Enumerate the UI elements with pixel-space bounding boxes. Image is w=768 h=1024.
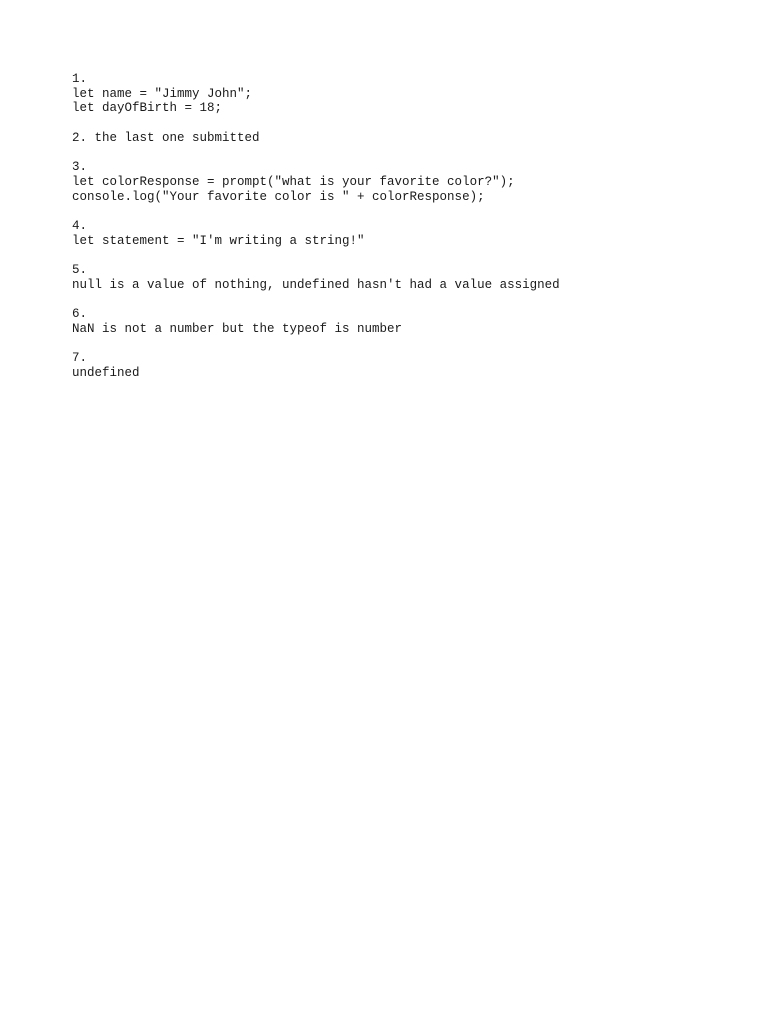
document-body (72, 72, 692, 395)
answer-number: 3. (72, 160, 88, 175)
code-line: let dayOfBirth = 18; (72, 101, 223, 116)
text-line: NaN is not a number but the typeof is number (72, 321, 403, 336)
answer-number: 2. the last one submitted (72, 130, 260, 145)
answer-4 (72, 219, 692, 248)
code-line: let colorResponse = prompt("what is your favorite color?"); (72, 174, 515, 189)
code-line: let statement = "I'm writing a string!" (72, 233, 365, 248)
answer-number: 6. (72, 307, 88, 322)
code-line: let name = "Jimmy John"; (72, 86, 253, 101)
code-line: console.log("Your favorite color is " + colorResponse); (72, 189, 485, 204)
answer-1 (72, 72, 692, 116)
answer-number: 5. (72, 263, 88, 278)
answer-number: 4. (72, 218, 88, 233)
answer-number: 7. (72, 351, 88, 366)
answer-6 (72, 307, 692, 336)
answer-2 (72, 131, 692, 146)
answer-3 (72, 160, 692, 204)
answer-number: 1. (72, 72, 88, 86)
text-line: undefined (72, 365, 140, 380)
text-line: null is a value of nothing, undefined hasn't had a value assigned (72, 277, 560, 292)
answer-7 (72, 351, 692, 380)
answer-5 (72, 263, 692, 292)
